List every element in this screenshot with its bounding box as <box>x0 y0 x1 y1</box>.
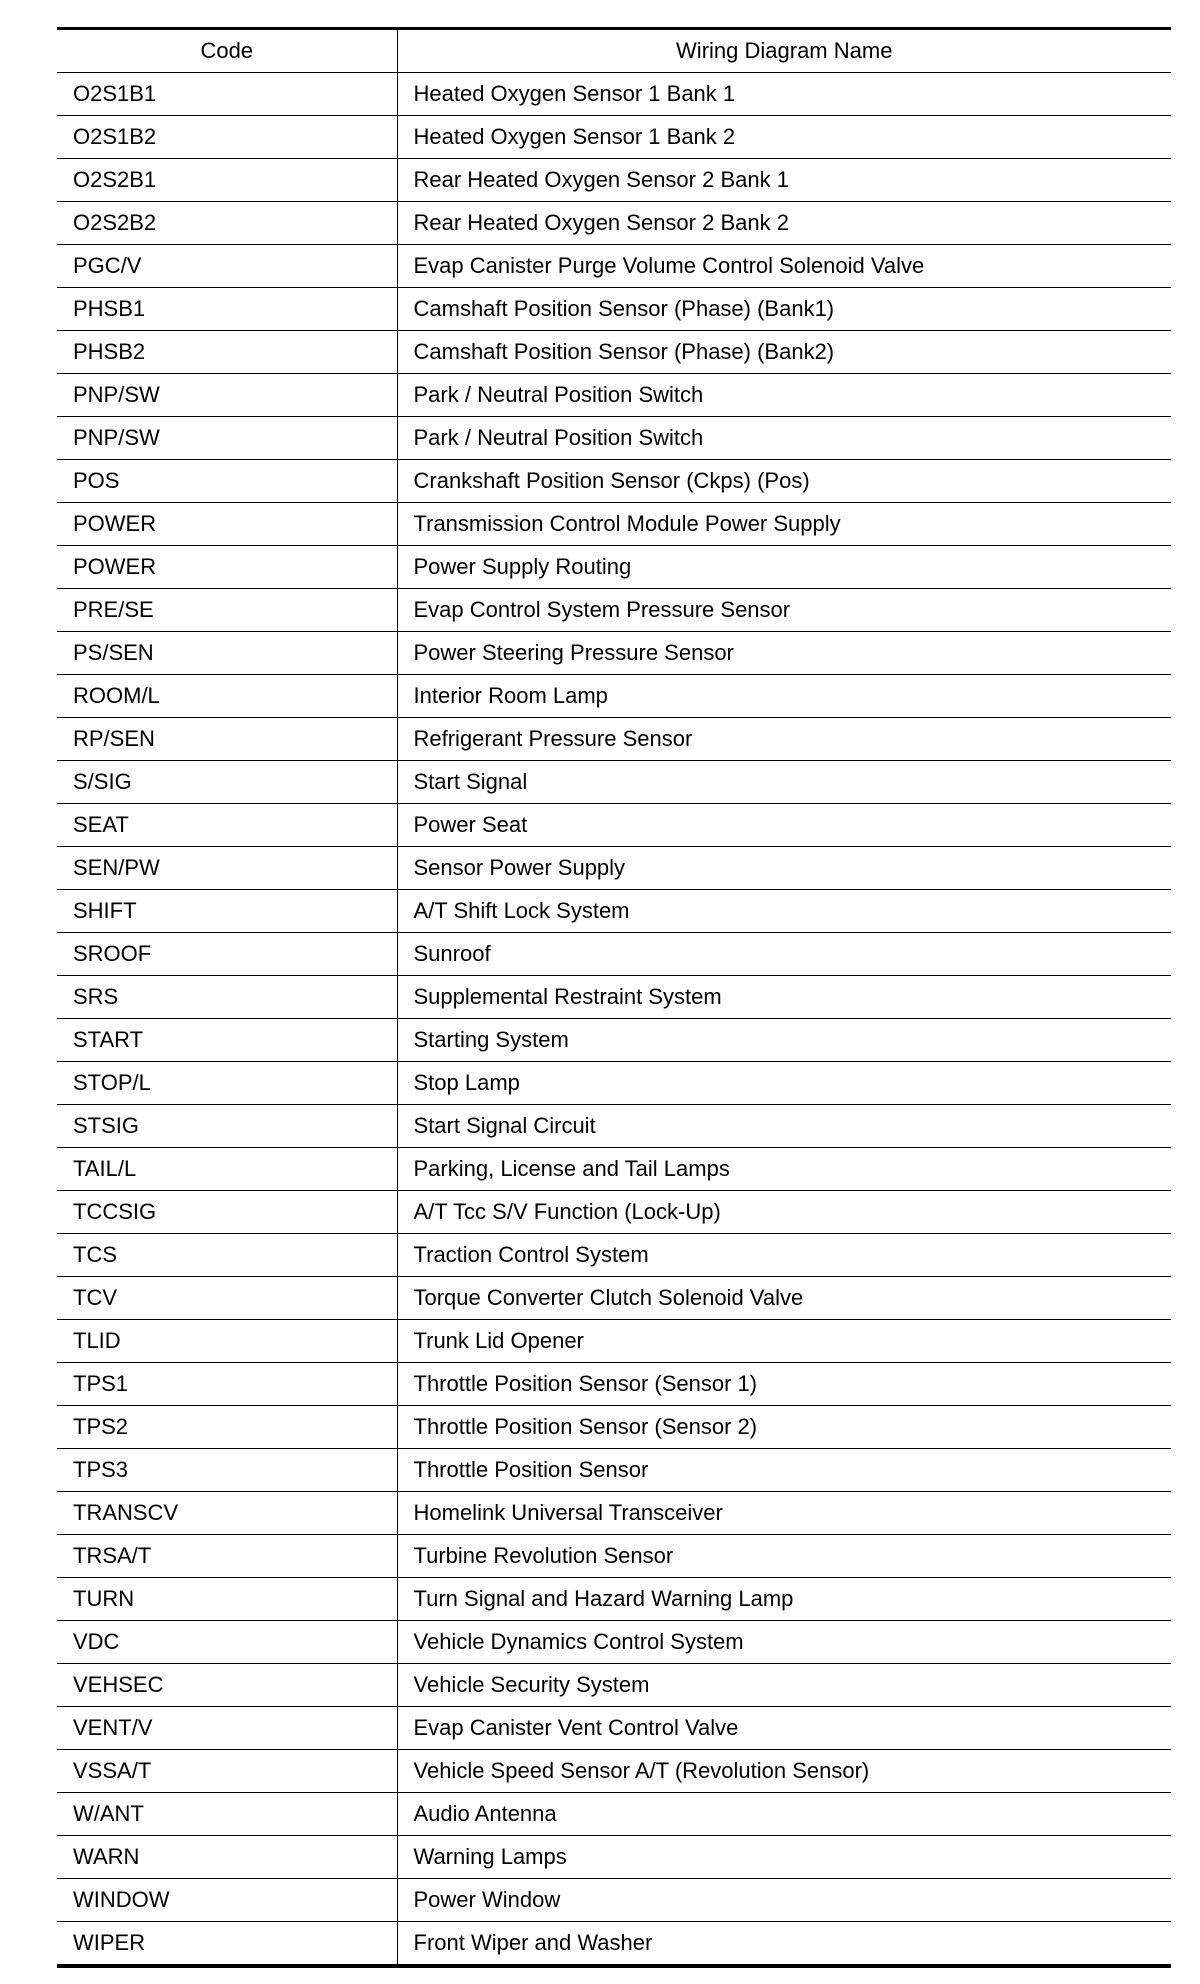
table-row <box>57 761 1171 804</box>
table-row <box>57 159 1171 202</box>
code-cell: START <box>57 1019 397 1062</box>
table-row <box>57 1363 1171 1406</box>
table-row <box>57 503 1171 546</box>
code-cell: S/SIG <box>57 761 397 804</box>
wiring-diagram-name-cell: Power Seat <box>397 804 1171 847</box>
table-row <box>57 417 1171 460</box>
code-cell: TCCSIG <box>57 1191 397 1234</box>
code-cell: STOP/L <box>57 1062 397 1105</box>
code-cell: O2S1B2 <box>57 116 397 159</box>
table-body <box>57 73 1171 1967</box>
code-cell: POWER <box>57 546 397 589</box>
code-cell: PGC/V <box>57 245 397 288</box>
table-row <box>57 1148 1171 1191</box>
code-cell: TURN <box>57 1578 397 1621</box>
wiring-diagram-name-cell: Camshaft Position Sensor (Phase) (Bank1) <box>397 288 1171 331</box>
table-row <box>57 1922 1171 1967</box>
table-row <box>57 976 1171 1019</box>
code-cell: WINDOW <box>57 1879 397 1922</box>
wiring-diagram-name-cell: Starting System <box>397 1019 1171 1062</box>
code-cell: TPS2 <box>57 1406 397 1449</box>
table-row <box>57 675 1171 718</box>
table-row <box>57 1793 1171 1836</box>
table-row <box>57 1105 1171 1148</box>
table-row <box>57 331 1171 374</box>
wiring-diagram-name-cell: Rear Heated Oxygen Sensor 2 Bank 2 <box>397 202 1171 245</box>
wiring-diagram-name-cell: Rear Heated Oxygen Sensor 2 Bank 1 <box>397 159 1171 202</box>
wiring-diagram-name-cell: Power Supply Routing <box>397 546 1171 589</box>
table-row <box>57 1750 1171 1793</box>
wiring-diagram-name-cell: Sunroof <box>397 933 1171 976</box>
wiring-diagram-name-cell: Crankshaft Position Sensor (Ckps) (Pos) <box>397 460 1171 503</box>
wiring-diagram-name-cell: Warning Lamps <box>397 1836 1171 1879</box>
table-header-row <box>57 29 1171 73</box>
code-cell: TPS1 <box>57 1363 397 1406</box>
code-cell: VENT/V <box>57 1707 397 1750</box>
wiring-diagram-name-cell: Power Steering Pressure Sensor <box>397 632 1171 675</box>
code-cell: VEHSEC <box>57 1664 397 1707</box>
code-cell: TRSA/T <box>57 1535 397 1578</box>
wiring-diagram-name-cell: Audio Antenna <box>397 1793 1171 1836</box>
table-row <box>57 847 1171 890</box>
wiring-diagram-name-cell: Throttle Position Sensor (Sensor 2) <box>397 1406 1171 1449</box>
table-row <box>57 288 1171 331</box>
code-cell: PHSB1 <box>57 288 397 331</box>
table-row <box>57 245 1171 288</box>
code-cell: PS/SEN <box>57 632 397 675</box>
code-cell: TCV <box>57 1277 397 1320</box>
wiring-diagram-name-cell: Start Signal Circuit <box>397 1105 1171 1148</box>
wiring-diagram-name-cell: Front Wiper and Washer <box>413 1930 653 1955</box>
wiring-diagram-name-cell: Parking, License and Tail Lamps <box>397 1148 1171 1191</box>
code-cell: STSIG <box>57 1105 397 1148</box>
wiring-diagram-name-cell: Interior Room Lamp <box>397 675 1171 718</box>
code-cell: TRANSCV <box>57 1492 397 1535</box>
wiring-diagram-name-cell: Heated Oxygen Sensor 1 Bank 2 <box>397 116 1171 159</box>
code-cell: PNP/SW <box>57 417 397 460</box>
code-cell: SROOF <box>57 933 397 976</box>
table-row <box>57 1406 1171 1449</box>
table-row <box>57 804 1171 847</box>
wiring-diagram-name-cell: Vehicle Security System <box>397 1664 1171 1707</box>
table-row <box>57 1664 1171 1707</box>
table-row <box>57 1019 1171 1062</box>
wiring-diagram-name-cell: Evap Canister Vent Control Valve <box>397 1707 1171 1750</box>
table-row <box>57 374 1171 417</box>
table-row <box>57 1879 1171 1922</box>
table-row <box>57 718 1171 761</box>
wiring-diagram-name-cell: Supplemental Restraint System <box>397 976 1171 1019</box>
table-row <box>57 1234 1171 1277</box>
wiring-diagram-name-cell: Evap Canister Purge Volume Control Solenoid Valve <box>397 245 1171 288</box>
code-cell: PNP/SW <box>57 374 397 417</box>
wiring-diagram-name-cell: Throttle Position Sensor <box>397 1449 1171 1492</box>
table-row <box>57 546 1171 589</box>
table-row <box>57 73 1171 116</box>
wiring-diagram-name-cell: A/T Tcc S/V Function (Lock-Up) <box>397 1191 1171 1234</box>
wiring-diagram-name-cell: Transmission Control Module Power Supply <box>397 503 1171 546</box>
wiring-diagram-name-cell: A/T Shift Lock System <box>397 890 1171 933</box>
table-row <box>57 1578 1171 1621</box>
table-row <box>57 1492 1171 1535</box>
code-cell: WARN <box>57 1836 397 1879</box>
wiring-diagram-name-cell: Sensor Power Supply <box>397 847 1171 890</box>
code-cell: TCS <box>57 1234 397 1277</box>
wiring-diagram-name-cell: Park / Neutral Position Switch <box>397 374 1171 417</box>
code-cell: ROOM/L <box>57 675 397 718</box>
column-header-code: Code <box>57 29 397 73</box>
wiring-diagram-name-cell: Refrigerant Pressure Sensor <box>397 718 1171 761</box>
wiring-diagram-name-cell: Park / Neutral Position Switch <box>397 417 1171 460</box>
code-cell: POS <box>57 460 397 503</box>
code-cell: W/ANT <box>57 1793 397 1836</box>
code-cell: SRS <box>57 976 397 1019</box>
table-row <box>57 890 1171 933</box>
table-row <box>57 1191 1171 1234</box>
wiring-diagram-name-cell: Trunk Lid Opener <box>397 1320 1171 1363</box>
wiring-diagram-name-cell: Heated Oxygen Sensor 1 Bank 1 <box>397 73 1171 116</box>
wiring-diagram-name-cell: Traction Control System <box>397 1234 1171 1277</box>
wiring-diagram-table <box>57 27 1171 1968</box>
code-cell: WIPER <box>57 1922 397 1967</box>
code-cell: TLID <box>57 1320 397 1363</box>
code-cell: VDC <box>57 1621 397 1664</box>
table-row <box>57 1535 1171 1578</box>
table-row <box>57 116 1171 159</box>
table-row <box>57 1621 1171 1664</box>
wiring-diagram-name-cell: Camshaft Position Sensor (Phase) (Bank2) <box>397 331 1171 374</box>
code-cell: SEN/PW <box>57 847 397 890</box>
table-row <box>57 632 1171 675</box>
wiring-diagram-name-cell: Power Window <box>397 1879 1171 1922</box>
wiring-diagram-name-cell: Torque Converter Clutch Solenoid Valve <box>397 1277 1171 1320</box>
wiring-diagram-name-cell: Vehicle Dynamics Control System <box>397 1621 1171 1664</box>
table-row <box>57 1449 1171 1492</box>
table-row <box>57 1320 1171 1363</box>
table-row <box>57 1062 1171 1105</box>
wiring-diagram-name-cell: Homelink Universal Transceiver <box>397 1492 1171 1535</box>
code-cell: PHSB2 <box>57 331 397 374</box>
code-cell: SHIFT <box>57 890 397 933</box>
code-cell: SEAT <box>57 804 397 847</box>
wiring-diagram-name-cell: Evap Control System Pressure Sensor <box>397 589 1171 632</box>
wiring-diagram-name-cell: Turn Signal and Hazard Warning Lamp <box>397 1578 1171 1621</box>
table-row <box>57 202 1171 245</box>
wiring-diagram-name-cell: Throttle Position Sensor (Sensor 1) <box>397 1363 1171 1406</box>
code-cell: TPS3 <box>57 1449 397 1492</box>
document-page <box>57 27 1171 1968</box>
code-cell: O2S2B1 <box>57 159 397 202</box>
table-row <box>57 460 1171 503</box>
table-row <box>57 1277 1171 1320</box>
wiring-diagram-name-cell: Stop Lamp <box>397 1062 1171 1105</box>
column-header-wiring-diagram-name: Wiring Diagram Name <box>397 29 1171 73</box>
code-cell: RP/SEN <box>57 718 397 761</box>
code-cell: TAIL/L <box>57 1148 397 1191</box>
code-cell: VSSA/T <box>57 1750 397 1793</box>
code-cell: O2S1B1 <box>57 73 397 116</box>
wiring-diagram-name-cell: Vehicle Speed Sensor A/T (Revolution Sensor) <box>397 1750 1171 1793</box>
code-cell: O2S2B2 <box>57 202 397 245</box>
table-row <box>57 1707 1171 1750</box>
code-cell: POWER <box>57 503 397 546</box>
wiring-diagram-name-cell: Start Signal <box>397 761 1171 804</box>
wiring-diagram-name-cell: Turbine Revolution Sensor <box>397 1535 1171 1578</box>
table-row <box>57 1836 1171 1879</box>
table-row <box>57 933 1171 976</box>
code-cell: PRE/SE <box>57 589 397 632</box>
table-row <box>57 589 1171 632</box>
